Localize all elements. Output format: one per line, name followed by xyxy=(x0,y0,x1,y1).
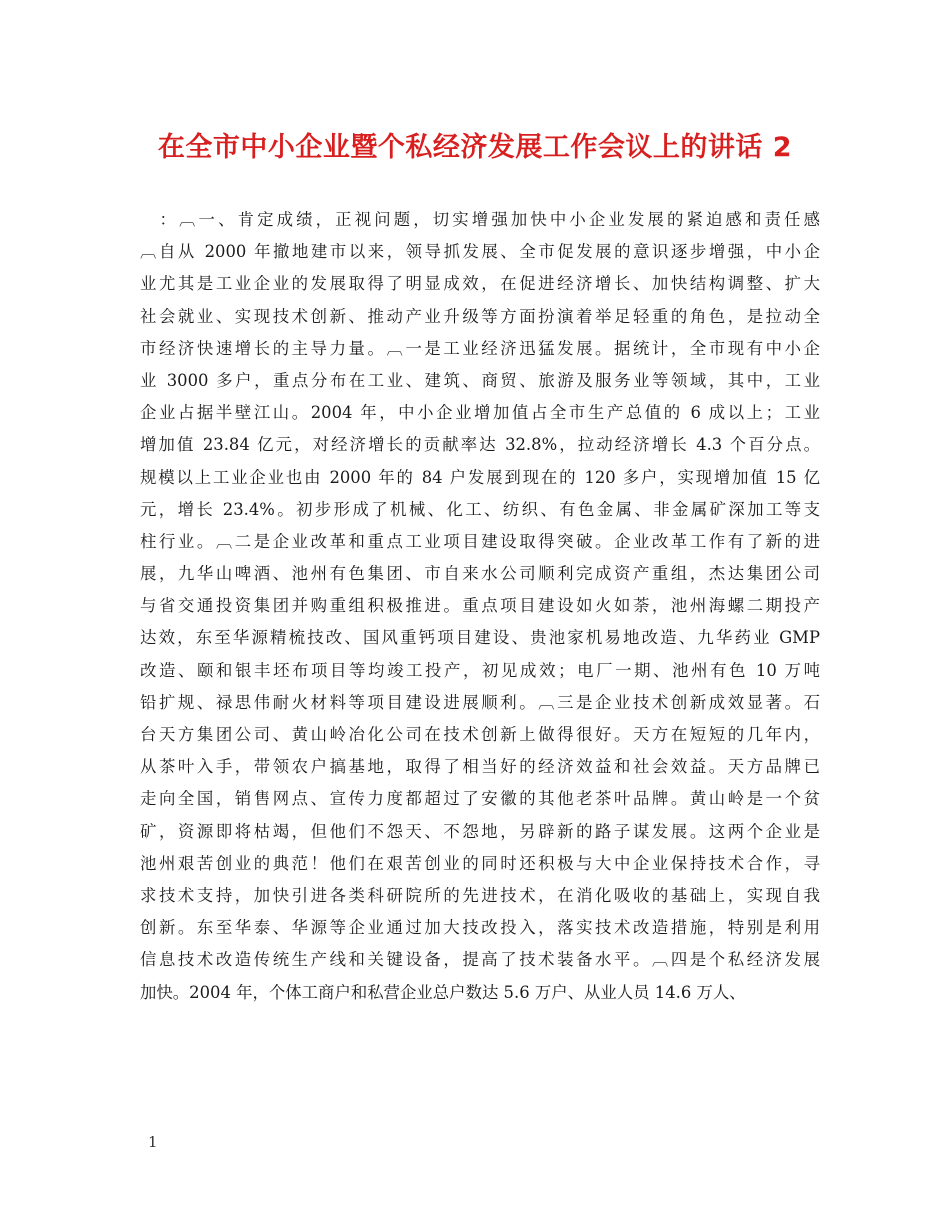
body-line: 池州艰苦创业的典范！他们在艰苦创业的同时还积极与大中企业保持技术合作，寻 xyxy=(140,853,820,873)
body-line: 社会就业、实现技术创新、推动产业升级等方面扮演着举足轻重的角色，是拉动全 xyxy=(140,306,820,326)
body-line: 矿，资源即将枯竭，但他们不怨天、不怨地，另辟新的路子谋发展。这两个企业是 xyxy=(140,821,820,841)
body-line: 增加值 23.84 亿元，对经济增长的贡献率达 32.8%，拉动经济增长 4.3 个百分点。 xyxy=(140,435,820,455)
body-line: ︹自从 2000 年撤地建市以来，领导抓发展、全市促发展的意识逐步增强，中小企 xyxy=(140,242,820,262)
body-line: 信息技术改造传统生产线和关键设备，提高了技术装备水平。︹四是个私经济发展 xyxy=(140,950,820,970)
document-body xyxy=(140,204,820,1009)
body-line: 柱行业。︹二是企业改革和重点工业项目建设取得突破。企业改革工作有了新的进 xyxy=(140,531,820,551)
body-line: 元，增长 23.4%。初步形成了机械、化工、纺织、有色金属、非金属矿深加工等支 xyxy=(140,499,820,519)
body-line: 从茶叶入手，带领农户搞基地，取得了相当好的经济效益和社会效益。天方品牌已 xyxy=(140,757,820,777)
body-line: 展，九华山啤酒、池州有色集团、市自来水公司顺利完成资产重组，杰达集团公司 xyxy=(140,564,820,584)
body-line: 改造、颐和银丰坯布项目等均竣工投产，初见成效；电厂一期、池州有色 10 万吨 xyxy=(140,660,820,680)
body-line: 创新。东至华泰、华源等企业通过加大技改投入，落实技术改造措施，特别是利用 xyxy=(140,918,820,938)
body-line: 台天方集团公司、黄山岭冶化公司在技术创新上做得很好。天方在短短的几年内， xyxy=(140,725,820,744)
page-number: 1 xyxy=(148,1133,158,1151)
body-line: 达效，东至华源精梳技改、国风重钙项目建设、贵池家机易地改造、九华药业 GMP xyxy=(140,628,820,648)
body-line: 企业占据半壁江山。2004 年，中小企业增加值占全市生产总值的 6 成以上；工业 xyxy=(140,403,820,423)
body-line: 与省交通投资集团并购重组积极推进。重点项目建设如火如荼，池州海螺二期投产 xyxy=(140,596,820,616)
body-line: 走向全国，销售网点、宣传力度都超过了安徽的其他老茶叶品牌。黄山岭是一个贫 xyxy=(140,789,820,809)
body-line: 铅扩规、禄思伟耐火材料等项目建设进展顺利。︹三是企业技术创新成效显著。石 xyxy=(140,692,820,712)
body-line: 业尤其是工业企业的发展取得了明显成效，在促进经济增长、加快结构调整、扩大 xyxy=(140,274,820,294)
body-line: 业 3000 多户，重点分布在工业、建筑、商贸、旅游及服务业等领域，其中，工业 xyxy=(140,370,820,390)
body-line: ：︹一、肯定成绩，正视问题，切实增强加快中小企业发展的紧迫感和责任感 xyxy=(140,210,820,229)
body-line: 求技术支持，加快引进各类科研院所的先进技术，在消化吸收的基础上，实现自我 xyxy=(140,885,820,905)
body-line: 加快。2004 年，个体工商户和私营企业总户数达 5.6 万户、从业人员 14.6 万人、 xyxy=(140,982,746,1002)
document-title: 在全市中小企业暨个私经济发展工作会议上的讲话 2 xyxy=(157,132,793,163)
body-line: 市经济快速增长的主导力量。︹一是工业经济迅猛发展。据统计，全市现有中小企 xyxy=(140,338,820,358)
body-line: 规模以上工业企业也由 2000 年的 84 户发展到现在的 120 多户，实现增加值 15 亿 xyxy=(140,467,820,487)
